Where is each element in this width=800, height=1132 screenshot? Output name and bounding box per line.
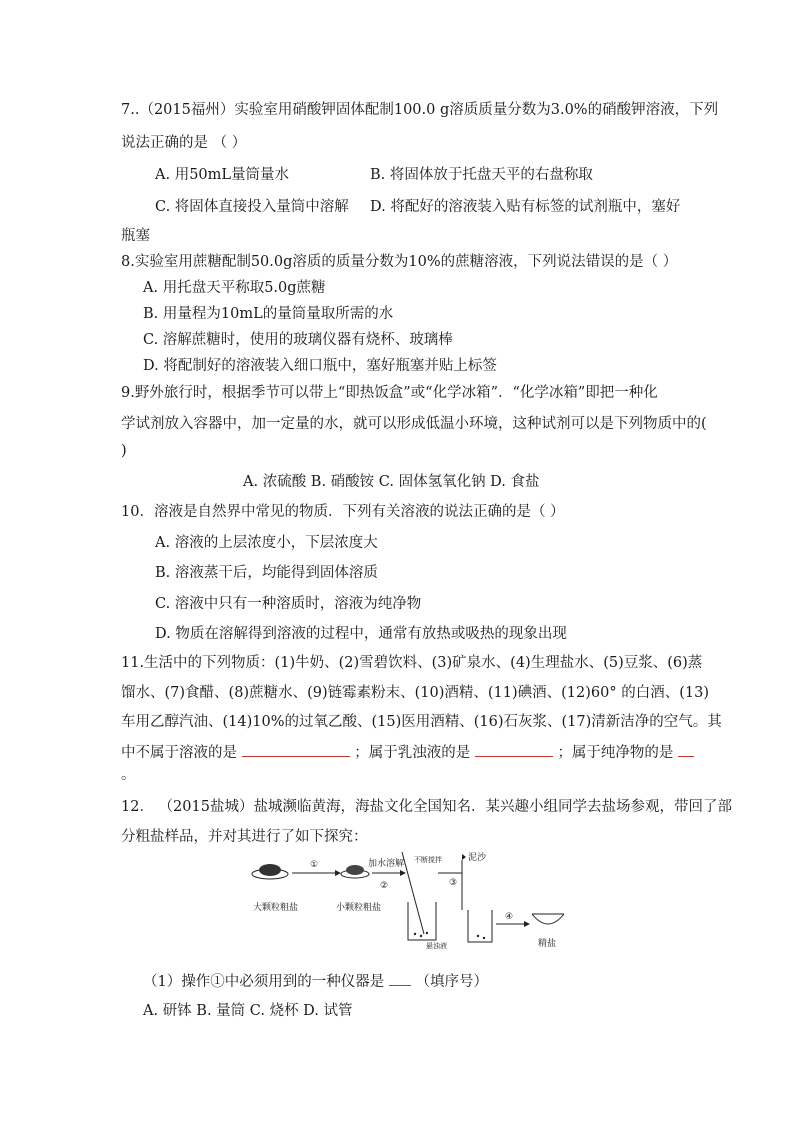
q11-not-solution-blank[interactable]	[242, 742, 350, 757]
label-step3: ③	[449, 878, 458, 888]
q8-option-d: D. 将配制好的溶液装入细口瓶中，塞好瓶塞并贴上标签	[143, 358, 497, 374]
arrow-step4-head	[524, 921, 530, 927]
evaporating-dish-icon	[532, 914, 564, 924]
q12-sub1-hint: （填序号）	[415, 974, 488, 990]
salt-purification-diagram	[240, 852, 570, 952]
q12-sub1-options: A. 研钵 B. 量筒 C. 烧杯 D. 试管	[143, 1003, 353, 1019]
q7-stem-line1: 7..（2015福州）实验室用硝酸钾固体配制100.0 g溶质质量分数为3.0%的硝酸钾溶液，下列	[121, 102, 719, 118]
q11-line2: 馏水、(7)食醋、(8)蔗糖水、(9)链霉素粉末、(10)酒精、(11)碘酒、(12)60° 的白酒、(13)	[121, 685, 709, 701]
arrow-step2-head	[400, 870, 406, 876]
label-step2: ②	[380, 881, 389, 891]
q10-option-a: A. 溶液的上层浓度小，下层浓度大	[155, 535, 378, 551]
q12-sub1-blank[interactable]	[389, 971, 411, 986]
q7-option-b: B. 将固体放于托盘天平的右盘称取	[370, 167, 593, 183]
q12-sub1	[143, 971, 488, 992]
label-step1: ①	[310, 860, 319, 870]
label-residue: 泥沙	[468, 853, 487, 863]
label-dissolve: 加水溶解	[368, 859, 405, 869]
q9-stem-line1: 9.野外旅行时，根据季节可以带上“即热饭盒”或“化学冰箱”．“化学冰箱”即把一种化	[121, 385, 658, 401]
beaker-icon	[402, 852, 436, 940]
label-small-salt: 小颗粒粗盐	[336, 903, 382, 913]
q8-stem: 8.实验室用蔗糖配制50.0g溶质的质量分数为10%的蔗糖溶液，下列说法错误的是（ ）	[121, 254, 678, 270]
q7-stem-line2: 说法正确的是 （ ）	[121, 135, 247, 151]
q9-options: A. 浓硫酸 B. 硝酸铵 C. 固体氢氧化钠 D. 食盐	[243, 474, 540, 490]
q10-option-c: C. 溶液中只有一种溶质时，溶液为纯净物	[155, 596, 422, 612]
q12-line2: 分粗盐样品，并对其进行了如下探究：	[121, 829, 368, 845]
big-salt-pile-icon	[252, 864, 288, 879]
q12-line1: 12． （2015盐城）盐城濒临黄海，海盐文化全国知名．某兴趣小组同学去盐场参观，带回了部	[121, 799, 732, 815]
q11-emulsion-blank[interactable]	[475, 742, 553, 757]
q11-line4	[121, 742, 694, 763]
label-product: 精盐	[538, 939, 557, 949]
q7-option-a: A. 用50mL量筒量水	[155, 167, 290, 183]
q10-stem: 10．溶液是自然界中常见的物质．下列有关溶液的说法正确的是（ ）	[121, 504, 565, 520]
q10-option-d: D. 物质在溶解得到溶液的过程中，通常有放热或吸热的现象出现	[155, 626, 567, 642]
q12-sub1-text: （1）操作①中必须用到的一种仪器是	[143, 974, 385, 990]
q7-option-d: D. 将配好的溶液装入贴有标签的试剂瓶中，塞好	[370, 199, 681, 215]
label-stir: 不断搅拌	[414, 856, 442, 864]
q11-line1: 11.生活中的下列物质：(1)牛奶、(2)雪碧饮料、(3)矿泉水、(4)生理盐水、(5)豆浆、(6)蒸	[121, 655, 703, 671]
q11-emulsion-label: ；属于乳浊液的是	[354, 745, 471, 761]
label-suspension: 悬浊液	[426, 942, 447, 950]
q8-option-a: A. 用托盘天平称取5.0g蔗糖	[143, 280, 326, 296]
q10-option-b: B. 溶液蒸干后，均能得到固体溶质	[155, 565, 378, 581]
q11-line3: 车用乙醇汽油、(14)10%的过氧乙酸、(15)医用酒精、(16)石灰浆、(17)清新洁净的空气。其	[121, 714, 722, 730]
q11-pure-label: ；属于纯净物的是	[557, 745, 674, 761]
q11-line5: 。	[121, 767, 136, 783]
label-step4: ④	[505, 912, 514, 922]
q8-option-b: B. 用量程为10mL的量筒量取所需的水	[143, 306, 394, 322]
q9-stem-line3: )	[121, 443, 127, 459]
q11-not-solution-label: 中不属于溶液的是	[121, 745, 237, 761]
q7-option-d-continued: 瓶塞	[121, 228, 150, 244]
arrow-step1-head	[335, 870, 341, 876]
label-big-salt: 大颗粒粗盐	[253, 903, 299, 913]
small-salt-pile-icon	[341, 865, 369, 878]
filtrate-beaker-icon	[468, 910, 492, 942]
q9-stem-line2: 学试剂放入容器中，加一定量的水，就可以形成低温小环境，这种试剂可以是下列物质中的(	[121, 416, 707, 432]
arrow-step3-up-head	[462, 854, 466, 860]
q11-pure-blank[interactable]	[678, 742, 694, 757]
q8-option-c: C. 溶解蔗糖时，使用的玻璃仪器有烧杯、玻璃棒	[143, 332, 453, 348]
q7-option-c: C. 将固体直接投入量筒中溶解	[155, 199, 349, 215]
